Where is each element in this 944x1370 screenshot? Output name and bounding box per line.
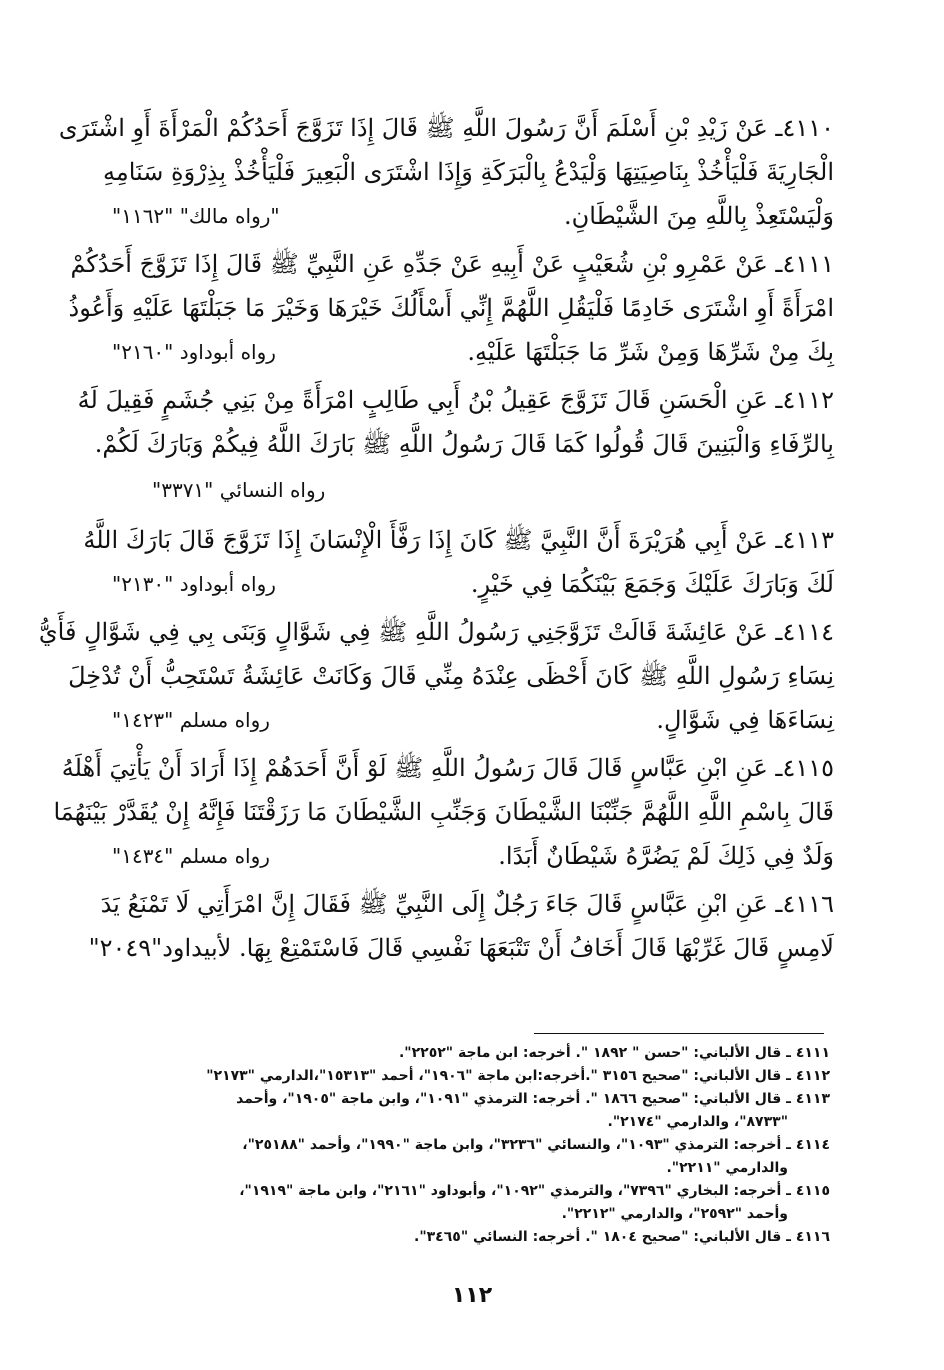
hadith-closing-text: وَلْيَسْتَعِذْ بِاللَّهِ مِنَ الشَّيْطَانِ. (564, 202, 834, 230)
hadith-line: ٤١١٠ـ عَنْ زَيْدِ بْنِ أَسْلَمَ أَنَّ رَسُولَ اللَّهِ ﷺ قَالَ إِذَا تَزَوَّجَ أَحَدُكُمْ الْمَرْأَةَ أَوِ اشْتَرَى (58, 114, 834, 142)
hadith-entry (88, 882, 834, 970)
hadith-source: رواه مسلم "١٤٣٤" (112, 844, 270, 868)
hadith-entry (83, 518, 834, 606)
hadith-entry (68, 242, 834, 374)
hadith-line: ٤١١٦ـ عَنِ ابْنِ عَبَّاسٍ قَالَ جَاءَ رَجُلٌ إِلَى النَّبِيِّ ﷺ فَقَالَ إِنَّ امْرَأَتِي لَا تَمْنَعُ يَدَ (100, 890, 834, 918)
hadith-closing-row (112, 194, 834, 238)
hadith-source: رواه النسائي "٣٣٧١" (152, 478, 326, 502)
hadith-line: لَامِسٍ قَالَ غَرِّبْهَا قَالَ أَخَافُ أَنْ تَتْبَعَهَا نَفْسِي قَالَ فَاسْتَمْتِعْ بِهَا. لأبيداود"٢٠٤٩" (88, 934, 834, 962)
hadith-source: رواه أبوداود "٢١٣٠" (112, 572, 276, 596)
page-number: ١١٢ (451, 1283, 493, 1308)
footnote-line: "٨٧٣٣"، والدارمي "٢١٧٤". (607, 1114, 788, 1130)
hadith-closing-row (112, 330, 834, 374)
footnote-line: ٤١١٥ ـ أخرجه: البخاري "٧٣٩٦"، والترمذي "١٠٩٢"، وأبوداود "٢١٦١"، وابن ماجة "١٩١٩"، (239, 1183, 830, 1199)
hadith-entry (38, 610, 834, 742)
hadith-closing-text: لَكَ وَبَارَكَ عَلَيْكَ وَجَمَعَ بَيْنَكُمَا فِي خَيْرٍ. (470, 570, 834, 598)
hadith-list (38, 106, 834, 974)
hadith-entry (53, 746, 834, 878)
footnote-line: والدارمي "٢٢١١". (666, 1160, 788, 1176)
footnote-line: ٤١١٦ ـ قال الألباني: "صحيح ١٨٠٤ ". أخرجه: النسائي "٣٤٦٥". (414, 1229, 830, 1245)
hadith-line: الْجَارِيَةَ فَلْيَأْخُذْ بِنَاصِيَتِهَا وَلْيَدْعُ بِالْبَرَكَةِ وَإِذَا اشْتَرَى الْبَعِيرَ فَلْيَأْخُذْ بِذِرْوَةِ سَنَامِهِ (102, 158, 834, 186)
hadith-line: ٤١١٢ـ عَنِ الْحَسَنِ قَالَ تَزَوَّجَ عَقِيلُ بْنُ أَبِي طَالِبٍ امْرَأَةً مِنْ بَنِي جُشَمٍ فَقِيلَ لَهُ (77, 386, 834, 414)
hadith-closing-text: بِكَ مِنْ شَرِّهَا وَمِنْ شَرِّ مَا جَبَلْتَهَا عَلَيْهِ. (467, 338, 834, 366)
hadith-closing-text: وَلَدٌ فِي ذَلِكَ لَمْ يَضُرَّهُ شَيْطَانٌ أَبَدًا. (498, 842, 834, 870)
footnote-line: ٤١١٤ ـ أخرجه: الترمذي "١٠٩٣"، والنسائي "٣٢٣٦"، وابن ماجة "١٩٩٠"، وأحمد "٢٥١٨٨"، (242, 1137, 830, 1153)
hadith-closing-row (112, 834, 834, 878)
footnote-line: ٤١١١ ـ قال الألباني: "حسن " ١٨٩٢ ". أخرجه: ابن ماجة "٢٢٥٢". (398, 1045, 830, 1061)
footnote-divider (534, 1033, 824, 1034)
hadith-line: ٤١١٤ـ عَنْ عَائِشَةَ قَالَتْ تَزَوَّجَنِي رَسُولُ اللَّهِ ﷺ فِي شَوَّالٍ وَبَنَى بِي فِي شَوَّالٍ فَأَيُّ (38, 618, 834, 646)
hadith-entry (58, 106, 834, 238)
hadith-line: ٤١١١ـ عَنْ عَمْرِو بْنِ شُعَيْبٍ عَنْ أَبِيهِ عَنْ جَدِّهِ عَنِ النَّبِيِّ ﷺ قَالَ إِذَا تَزَوَّجَ أَحَدُكُمْ (70, 250, 834, 278)
hadith-line: ٤١١٥ـ عَنِ ابْنِ عَبَّاسٍ قَالَ قَالَ رَسُولُ اللَّهِ ﷺ لَوْ أَنَّ أَحَدَهُمْ إِذَا أَرَادَ أَنْ يَأْتِيَ أَهْلَهُ (61, 754, 834, 782)
footnote-line: وأحمد "٢٥٩٢"، والدارمي "٢٢١٢". (561, 1206, 788, 1222)
hadith-entry (77, 378, 834, 514)
hadith-line: نِسَاءِ رَسُولِ اللَّهِ ﷺ كَانَ أَحْظَى عِنْدَهُ مِنِّي قَالَ وَكَانَتْ عَائِشَةُ تَسْتَحِبُّ أَنْ تُدْخِلَ (68, 662, 834, 690)
footnote-line: ٤١١٣ ـ قال الألباني: "صحيح ١٨٦٦ ". أخرجه: الترمذي "١٠٩١"، وابن ماجة "١٩٠٥"، وأحمد (236, 1091, 830, 1107)
hadith-closing-row (112, 562, 834, 606)
hadith-source: "رواه مالك" "١١٦٢" (112, 204, 280, 228)
footnote-line: ٤١١٢ ـ قال الألباني: "صحيح ٣١٥٦ ".أخرجه:ابن ماجة "١٩٠٦"، أحمد "١٥٣١٣"،الدارمي "٢١٧٣" (206, 1068, 830, 1084)
hadith-line: بِالرِّفَاءِ وَالْبَنِينَ قَالَ قُولُوا كَمَا قَالَ رَسُولُ اللَّهِ ﷺ بَارَكَ اللَّهُ فِيكُمْ وَبَارَكَ لَكُمْ. (94, 430, 834, 458)
hadith-source: رواه أبوداود "٢١٦٠" (112, 340, 276, 364)
hadith-line: امْرَأَةً أَوِ اشْتَرَى خَادِمًا فَلْيَقُلِ اللَّهُمَّ إِنِّي أَسْأَلُكَ خَيْرَهَا وَخَيْرَ مَا جَبَلْتَهَا عَلَيْهِ وَأَعُوذُ (68, 294, 834, 322)
hadith-line: قَالَ بِاسْمِ اللَّهِ اللَّهُمَّ جَنِّبْنَا الشَّيْطَانَ وَجَنِّبِ الشَّيْطَانَ مَا رَزَقْتَنَا فَإِنَّهُ إِنْ يُقَدَّرْ بَيْنَهُمَا (53, 798, 834, 826)
hadith-closing-row (112, 698, 834, 742)
hadith-line: ٤١١٣ـ عَنْ أَبِي هُرَيْرَةَ أَنَّ النَّبِيَّ ﷺ كَانَ إِذَا رَفَّأَ الْإِنْسَانَ إِذَا تَزَوَّجَ قَالَ بَارَكَ اللَّهُ (83, 526, 834, 554)
hadith-closing-text: نِسَاءَهَا فِي شَوَّالٍ. (656, 706, 834, 734)
hadith-source: رواه مسلم "١٤٢٣" (112, 708, 270, 732)
footnotes (140, 1042, 830, 1249)
